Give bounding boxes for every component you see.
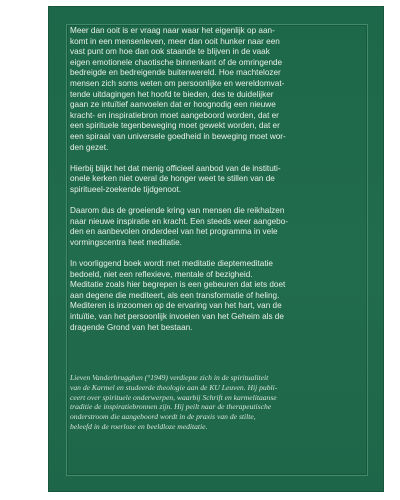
back-cover	[48, 6, 384, 492]
author-bio: Lieven Vanderbrugghen (°1949) verdiepte zich in de spiritualiteit van de Karmel en studeerde theologie aan de KU Leuven. Hij publi- ceert over spirituele onderwerpen, waarbij Schrift en karmelitaanse traditie de inspiratiebronnen zijn. Hij peilt naar de therapeutische onderstroom die aangeboord wordt in de praxis van de stilte, beleefd in de roerloze en beeldloze meditatie.	[70, 373, 278, 431]
blurb	[70, 26, 356, 344]
blurb-paragraph-2: Hierbij blijkt het dat menig officieel aanbod van de instituti- onele kerken niet overal de honger weet te stillen van de spiritueel-zoekende tijdgenoot.	[70, 163, 281, 194]
blurb-paragraph-1: Meer dan ooit is er vraag naar waar het eigenlijk op aan- komt in een mensenleven, meer dan ooit hunker naar een vast punt om hoe dan ook staande te blijven in de vaak eigen emotionele chaotische binnenkant of de omringende bedreigde en bedreigende buitenwereld. Hoe machtelozer mensen zich soms weten om persoonlijke en wereldomvat- tende uitdagingen het hoofd te bieden, des te duidelijker gaan ze intuïtief aanvoelen dat er hoognodig een nieuwe kracht- en inspiratiebron moet aangeboord worden, dat er een spirituele tegenbeweging moet gewekt worden, dat er een spiraal van universele goedheid in beweging moet wor- den gezet.	[70, 26, 286, 152]
blurb-paragraph-4: In voorliggend boek wordt met meditatie dieptemeditatie bedoeld, niet een reflexieve, mentale of bezigheid. Meditatie zoals hier begrepen is een gebeuren dat iets doet aan degene die mediteert, als een transformatie of heling. Mediteren is inzoomen op de ervaring van het hart, van de intuïtie, van het persoonlijk invoelen van het Geheim als de dragende Grond van het bestaan.	[70, 259, 286, 332]
blurb-paragraph-3: Daarom dus de groeiende kring van mensen die reikhalzen naar nieuwe inspiratie en kracht. Een steeds weer aangebo- den en aanbevolen onderdeel van het programma in vele vormingscentra heet meditatie.	[70, 206, 289, 247]
